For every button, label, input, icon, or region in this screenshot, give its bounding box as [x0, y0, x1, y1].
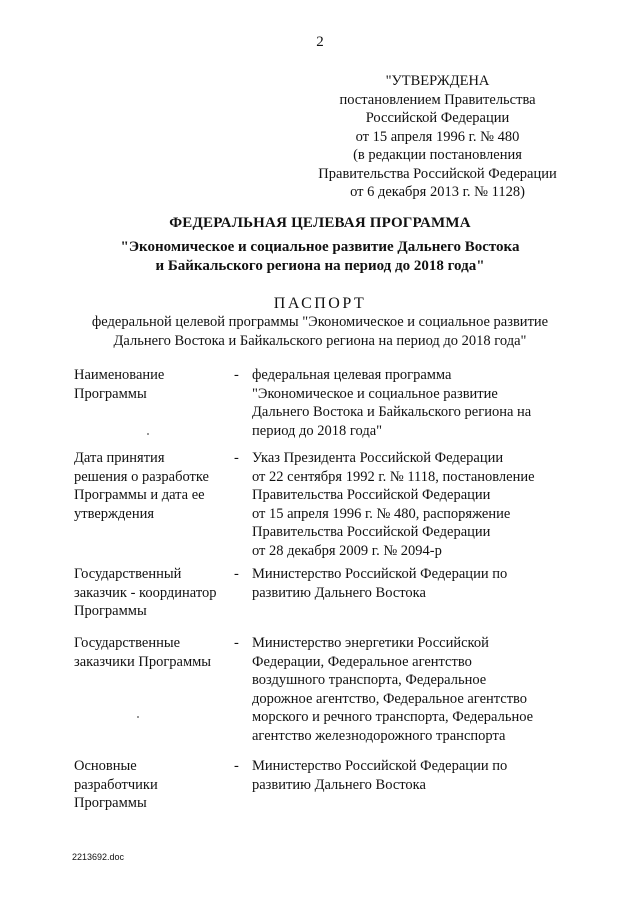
row-dash: - [234, 450, 239, 466]
passport-title: ПАСПОРТ [273, 295, 367, 312]
row-value-line: развитию Дальнего Востока [252, 584, 426, 601]
row-value-line: Министерство Российской Федерации по [252, 566, 508, 582]
approval-line: от 15 апреля 1996 г. № 480 [355, 128, 520, 145]
row-dash: - [234, 566, 239, 582]
row-label-line: Программы [74, 795, 147, 811]
row-value-line: дорожное агентство, Федеральное агентство [252, 690, 528, 707]
row-value-line: от 22 сентября 1992 г. № 1118, постановление [252, 468, 535, 485]
row-dash: - [234, 367, 239, 383]
row-label-line: Программы [74, 603, 147, 619]
approval-line: "УТВЕРЖДЕНА [385, 73, 490, 89]
row-label-line: Наименование [74, 367, 165, 383]
row-value-line: Федерации, Федеральное агентство [252, 653, 472, 670]
approval-line: Правительства Российской Федерации [318, 165, 557, 182]
row-dash: - [234, 635, 239, 651]
passport-subtitle-line: федеральной целевой программы "Экономическое и социальное развитие [91, 314, 549, 330]
row-label [74, 366, 234, 403]
row-value-line: Министерство энергетики Российской [252, 635, 489, 651]
row-dash: - [234, 758, 239, 774]
passport-subtitle-line: Дальнего Востока и Байкальского региона на период до 2018 года" [113, 332, 527, 349]
row-value [252, 449, 582, 560]
row-label-line: заказчики Программы [74, 653, 212, 670]
scan-speck [137, 716, 139, 718]
row-label-line: Дата принятия [74, 450, 165, 466]
scan-speck [147, 433, 149, 435]
program-title: ФЕДЕРАЛЬНАЯ ЦЕЛЕВАЯ ПРОГРАММА [169, 215, 471, 231]
program-name-line: и Байкальского региона на период до 2018 года" [155, 258, 485, 274]
row-label [74, 449, 234, 523]
approval-line: постановлением Правительства [339, 91, 536, 108]
row-value-line: Дальнего Востока и Байкальского региона на [252, 404, 532, 420]
row-value-line: "Экономическое и социальное развитие [252, 385, 498, 402]
row-value-line: Указ Президента Российской Федерации [252, 450, 504, 466]
row-value-line: период до 2018 года" [252, 422, 383, 439]
row-label-line: решения о разработке [74, 468, 209, 485]
row-label-line: заказчик - координатор [74, 584, 217, 601]
row-value-line: Правительства Российской Федерации [252, 524, 491, 540]
approval-stamp [305, 72, 570, 202]
program-name [0, 238, 640, 276]
row-label-line: Государственный [74, 566, 182, 582]
row-value-line: воздушного транспорта, Федеральное [252, 672, 487, 688]
row-value-line: морского и речного транспорта, Федеральное [252, 709, 534, 725]
row-label-line: Основные [74, 758, 137, 774]
row-label [74, 634, 234, 671]
program-name-line: "Экономическое и социальное развитие Дальнего Востока [120, 239, 520, 255]
row-value [252, 634, 582, 745]
row-value-line: Правительства Российской Федерации [252, 487, 491, 503]
passport-subtitle [0, 313, 640, 350]
row-value-line: развитию Дальнего Востока [252, 776, 426, 793]
file-reference: 2213692.doc [72, 852, 125, 862]
row-value-line: Министерство Российской Федерации по [252, 758, 508, 774]
row-value-line: от 28 декабря 2009 г. № 2094-р [252, 542, 442, 559]
row-label [74, 757, 234, 813]
approval-line: от 6 декабря 2013 г. № 1128) [350, 184, 525, 200]
row-label-line: утверждения [74, 505, 155, 522]
row-value [252, 366, 582, 440]
approval-line: Российской Федерации [365, 110, 510, 126]
row-label-line: Программы [74, 385, 147, 402]
row-label-line: Программы и дата ее [74, 487, 205, 503]
row-label [74, 565, 234, 621]
row-value-line: агентство железнодорожного транспорта [252, 727, 506, 744]
row-value-line: федеральная целевая программа [252, 367, 452, 383]
approval-line: (в редакции постановления [353, 147, 522, 163]
row-label-line: разработчики [74, 776, 158, 793]
row-label-line: Государственные [74, 635, 181, 651]
row-value [252, 757, 582, 794]
row-value [252, 565, 582, 602]
page-number: 2 [316, 34, 324, 50]
row-value-line: от 15 апреля 1996 г. № 480, распоряжение [252, 505, 511, 522]
